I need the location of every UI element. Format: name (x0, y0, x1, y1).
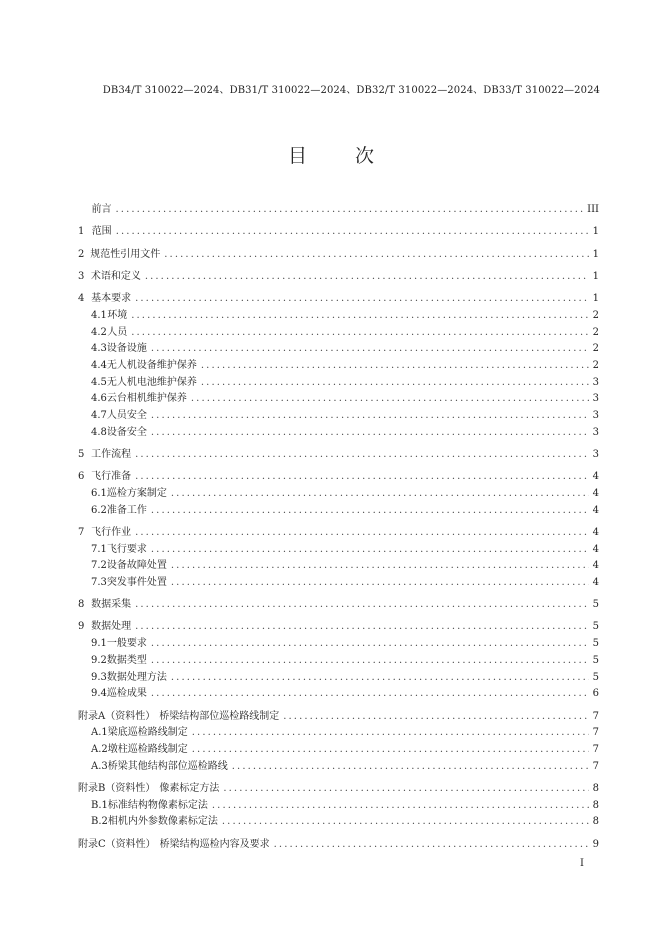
toc-dot-leader (135, 293, 589, 304)
toc-subentry[interactable] (78, 651, 599, 668)
toc-dot-leader (171, 577, 589, 588)
toc-entry-label: 桥梁结构巡检内容及要求 (159, 838, 270, 850)
toc-entry-page: 7 (592, 710, 599, 722)
toc-entry[interactable] (78, 779, 599, 796)
toc-entry[interactable] (78, 267, 599, 284)
toc-dot-leader (116, 226, 589, 237)
toc-entry-page: 7 (592, 743, 599, 755)
toc-subentry[interactable] (78, 757, 599, 774)
toc-dot-leader (131, 310, 588, 321)
toc-title (0, 141, 662, 168)
toc-entry-number: 3 (78, 270, 85, 282)
toc-entry-label: 人员 (107, 326, 128, 338)
toc-entry[interactable] (78, 289, 599, 306)
toc-entry-label: 规范性引用文件 (90, 248, 161, 260)
toc-entry[interactable] (78, 467, 599, 484)
toc-entry[interactable] (78, 523, 599, 540)
toc-entry-page: 2 (592, 343, 599, 355)
toc-entry-number: 9.3 (91, 671, 107, 683)
toc-entry-label: 巡检方案制定 (106, 487, 167, 499)
toc-entry-label: 无人机电池维护保养 (106, 376, 197, 388)
toc-dot-leader (151, 427, 589, 438)
toc-entry-number: 2 (78, 248, 85, 260)
toc-entry-page: 9 (592, 838, 599, 850)
toc-entry-number: 4 (78, 293, 85, 305)
toc-dot-leader (135, 449, 589, 460)
toc-entry-number: 5 (78, 448, 85, 460)
toc-entry-page: 3 (592, 409, 599, 421)
toc-entry[interactable] (78, 200, 599, 217)
toc-dot-leader (283, 711, 588, 722)
toc-entry[interactable] (78, 707, 599, 724)
toc-subentry[interactable] (78, 389, 599, 406)
toc-entry-label: 桥梁其他结构部位巡检路线 (107, 760, 228, 772)
toc-entry-label: 设备故障处置 (106, 560, 167, 572)
toc-dot-leader (192, 744, 589, 755)
toc-entry-page: 1 (592, 293, 599, 305)
toc-dot-leader (232, 761, 589, 772)
toc-entry-number: B.1 (91, 799, 108, 811)
toc-entry-page: 4 (592, 543, 599, 555)
standard-code-header: DB34/T 310022—2024、DB31/T 310022—2024、DB32/T 310022—2024、DB33/T 310022—2024 (102, 85, 600, 96)
toc-entry-number: 4.6 (91, 393, 107, 405)
toc-entry-number: 6.1 (91, 487, 107, 499)
toc-subentry[interactable] (78, 356, 599, 373)
toc-entry-page: 7 (592, 760, 599, 772)
toc-entry[interactable] (78, 835, 599, 852)
toc-entry-label: 标准结构物像素标定法 (107, 799, 208, 811)
toc-entry-label: 突发事件处置 (106, 576, 167, 588)
toc-entry-label: 墩柱巡检路线制定 (107, 743, 188, 755)
toc-entry-number: 7.3 (91, 576, 107, 588)
toc-entry-page: 8 (592, 816, 599, 828)
toc-title-char-2: 次 (355, 145, 375, 167)
toc-dot-leader (116, 204, 584, 215)
toc-entry-number: 4.4 (91, 359, 107, 371)
toc-entry-label: 梁底巡检路线制定 (107, 727, 188, 739)
toc-subentry[interactable] (78, 573, 599, 590)
toc-entry-number: 9.1 (91, 638, 107, 650)
toc-entry[interactable] (78, 617, 599, 634)
toc-subentry[interactable] (78, 684, 599, 701)
toc-entry-number: 4.7 (91, 409, 107, 421)
toc-entry-number: 9.4 (91, 688, 107, 700)
toc-entry-number: 4.5 (91, 376, 107, 388)
toc-entry-page: 4 (592, 560, 599, 572)
page-number: I (580, 858, 584, 869)
toc-entry-label: 数据采集 (91, 599, 132, 611)
toc-entry-label: 数据处理 (91, 621, 132, 633)
toc-entry-page: 1 (592, 226, 599, 238)
toc-entry-label: 准备工作 (106, 504, 147, 516)
toc-entry[interactable] (78, 245, 599, 262)
toc-entry-page: 5 (592, 599, 599, 611)
toc-entry-label: 数据类型 (106, 654, 147, 666)
toc-entry-label: 数据处理方法 (106, 671, 167, 683)
toc-dot-leader (201, 377, 589, 388)
toc-entry[interactable] (78, 222, 599, 239)
toc-subentry[interactable] (78, 323, 599, 340)
toc-entry-page: 6 (592, 688, 599, 700)
toc-entry-number: 附录A（资料性） (78, 710, 156, 722)
toc-subentry[interactable] (78, 668, 599, 685)
toc-dot-leader (192, 727, 589, 738)
toc-entry-page: 3 (592, 448, 599, 460)
toc-dot-leader (222, 816, 589, 827)
toc-entry-page: 1 (592, 248, 599, 260)
toc-entry-label: 环境 (107, 309, 128, 321)
toc-entry-page: 3 (592, 426, 599, 438)
toc-subentry[interactable] (78, 723, 599, 740)
toc-entry-number: 附录C（资料性） (78, 838, 156, 850)
toc-dot-leader (212, 800, 589, 811)
toc-entry-number: 4.8 (91, 426, 107, 438)
toc-entry-label: 一般要求 (106, 638, 147, 650)
toc-subentry[interactable] (78, 339, 599, 356)
toc-entry-label: 巡检成果 (106, 688, 147, 700)
toc-dot-leader (135, 599, 589, 610)
toc-subentry[interactable] (78, 484, 599, 501)
toc-dot-leader (135, 621, 589, 632)
toc-entry-number: 4.2 (91, 326, 107, 338)
toc-entry[interactable] (78, 445, 599, 462)
toc-entry-number: 7 (78, 526, 85, 538)
table-of-contents (78, 200, 599, 851)
toc-entry-number: B.2 (91, 816, 108, 828)
toc-entry-label: 相机内外参数像素标定法 (107, 816, 218, 828)
toc-entry-number: 8 (78, 599, 85, 611)
toc-entry-page: 5 (592, 638, 599, 650)
toc-subentry[interactable] (78, 501, 599, 518)
toc-entry-number: 7.2 (91, 560, 107, 572)
toc-subentry[interactable] (78, 406, 599, 423)
toc-entry-number: 9.2 (91, 654, 107, 666)
toc-entry-label: 云台相机维护保养 (106, 393, 187, 405)
toc-entry-label: 飞行要求 (106, 543, 147, 555)
toc-dot-leader (131, 327, 588, 338)
toc-dot-leader (151, 638, 589, 649)
toc-dot-leader (171, 488, 589, 499)
toc-dot-leader (274, 839, 589, 850)
toc-entry-number: 7.1 (91, 543, 107, 555)
toc-subentry[interactable] (78, 540, 599, 557)
toc-dot-leader (201, 360, 589, 371)
toc-entry-label: 无人机设备维护保养 (106, 359, 197, 371)
toc-dot-leader (151, 343, 589, 354)
toc-subentry[interactable] (78, 423, 599, 440)
toc-entry-page: 4 (592, 471, 599, 483)
toc-entry-page: 4 (592, 526, 599, 538)
toc-dot-leader (135, 527, 589, 538)
toc-entry-label: 人员安全 (106, 409, 147, 421)
toc-entry-number: 4.1 (91, 309, 107, 321)
toc-entry-page: 5 (592, 621, 599, 633)
toc-entry-label: 飞行准备 (91, 471, 132, 483)
toc-entry-page: 3 (592, 393, 599, 405)
toc-entry-number: 6 (78, 471, 85, 483)
toc-dot-leader (164, 249, 588, 260)
toc-dot-leader (223, 783, 588, 794)
toc-entry-page: 3 (592, 376, 599, 388)
toc-entry-number: 6.2 (91, 504, 107, 516)
toc-dot-leader (151, 688, 589, 699)
toc-entry-label: 前言 (91, 204, 112, 215)
toc-entry-page: 5 (592, 654, 599, 666)
toc-dot-leader (145, 271, 589, 282)
toc-entry-label: 工作流程 (91, 448, 132, 460)
toc-entry-label: 桥梁结构部位巡检路线制定 (159, 710, 280, 722)
toc-entry-page: 2 (592, 359, 599, 371)
toc-entry-label: 设备设施 (106, 343, 147, 355)
toc-entry[interactable] (78, 595, 599, 612)
toc-entry-label: 基本要求 (91, 293, 132, 305)
toc-dot-leader (151, 655, 589, 666)
toc-subentry[interactable] (78, 796, 599, 813)
toc-entry-number: 附录B（资料性） (78, 782, 156, 794)
toc-entry-page: 4 (592, 576, 599, 588)
toc-dot-leader (151, 544, 589, 555)
toc-dot-leader (171, 560, 589, 571)
toc-entry-label: 设备安全 (106, 426, 147, 438)
toc-entry-page: 1 (592, 270, 599, 282)
toc-entry-page: 2 (592, 326, 599, 338)
toc-entry-label: 像素标定方法 (159, 782, 220, 794)
toc-entry-number: A.2 (91, 743, 108, 755)
toc-subentry[interactable] (78, 634, 599, 651)
toc-entry-page: 8 (592, 799, 599, 811)
toc-dot-leader (151, 505, 589, 516)
toc-subentry[interactable] (78, 740, 599, 757)
toc-entry-number: 1 (78, 226, 85, 238)
toc-dot-leader (151, 410, 589, 421)
toc-entry-page: 8 (592, 782, 599, 794)
toc-entry-label: 术语和定义 (90, 270, 141, 282)
toc-entry-label: 飞行作业 (91, 526, 132, 538)
toc-entry-page: 5 (592, 671, 599, 683)
toc-dot-leader (171, 672, 589, 683)
toc-subentry[interactable] (78, 556, 599, 573)
toc-entry-number: A.3 (91, 760, 108, 772)
toc-subentry[interactable] (78, 306, 599, 323)
toc-entry-number: A.1 (91, 727, 108, 739)
toc-entry-page: 4 (592, 504, 599, 516)
toc-entry-page: 7 (592, 727, 599, 739)
toc-entry-page: 2 (592, 309, 599, 321)
toc-subentry[interactable] (78, 373, 599, 390)
toc-entry-page: III (587, 204, 599, 215)
toc-subentry[interactable] (78, 812, 599, 829)
toc-title-char-1: 目 (287, 145, 307, 167)
toc-entry-label: 范围 (91, 226, 112, 238)
toc-dot-leader (135, 471, 589, 482)
toc-entry-number: 4.3 (91, 343, 107, 355)
toc-entry-number: 9 (78, 621, 85, 633)
toc-entry-page: 4 (592, 487, 599, 499)
toc-dot-leader (191, 393, 589, 404)
